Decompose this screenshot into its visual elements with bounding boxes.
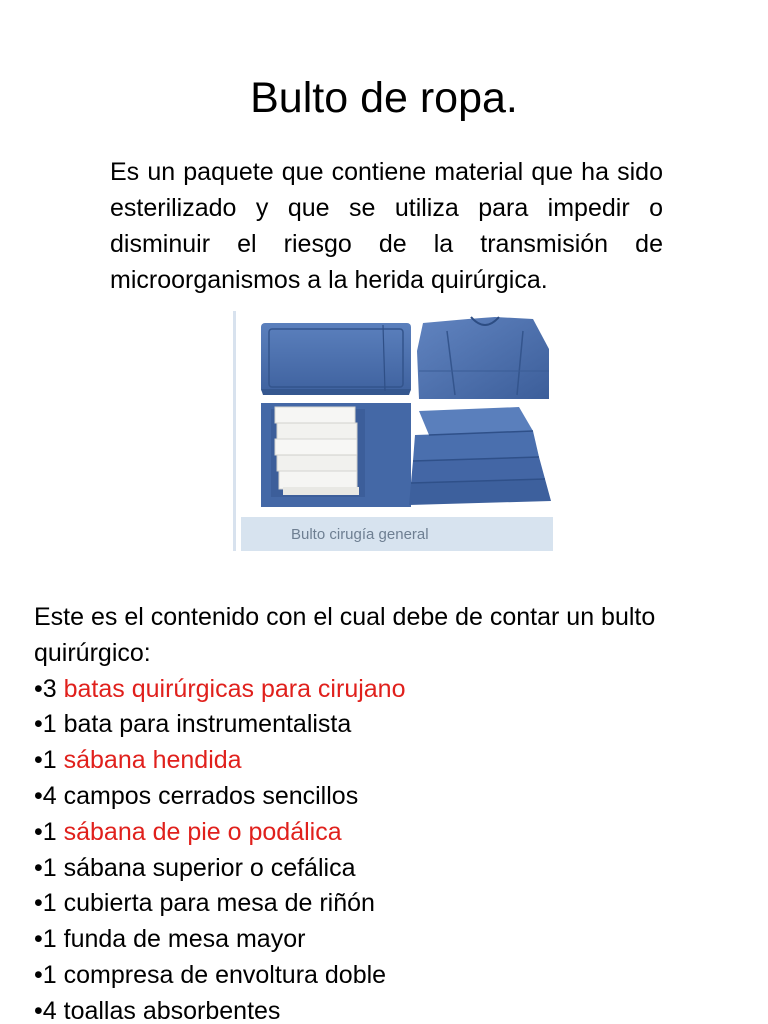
item-quantity: 3	[42, 674, 57, 703]
list-item	[34, 886, 754, 922]
item-text: batas quirúrgicas para cirujano	[63, 674, 406, 703]
list-item	[34, 994, 754, 1024]
item-text: toallas absorbentes	[63, 996, 281, 1024]
item-quantity: 4	[42, 996, 57, 1024]
list-item	[34, 815, 754, 851]
intro-paragraph: Es un paquete que contiene material que ha sido esterilizado y que se utiliza para impedir o disminuir el riesgo de la transmisión de microorganismos a la herida quirúrgica.	[110, 158, 663, 294]
bullet-marker: •	[34, 817, 43, 846]
item-quantity: 1	[42, 710, 57, 739]
item-quantity: 1	[42, 960, 57, 989]
item-quantity: 1	[42, 817, 57, 846]
towel-stack	[261, 403, 411, 507]
item-quantity: 1	[42, 746, 57, 775]
page-title: Bulto de ropa.	[250, 74, 518, 122]
item-text: funda de mesa mayor	[63, 925, 306, 954]
item-quantity: 1	[42, 925, 57, 954]
item-quantity: 1	[42, 853, 57, 882]
bullet-marker: •	[34, 925, 43, 954]
item-quantity: 4	[42, 781, 57, 810]
list-item	[34, 779, 754, 815]
bullet-marker: •	[34, 746, 43, 775]
items-list	[34, 672, 754, 1024]
bullet-marker: •	[34, 996, 43, 1024]
list-item	[34, 851, 754, 887]
item-text: cubierta para mesa de riñón	[63, 889, 375, 918]
content-lead: Este es el contenido con el cual debe de contar un bulto quirúrgico:	[34, 603, 656, 667]
list-item	[34, 743, 754, 779]
item-text: compresa de envoltura doble	[63, 960, 387, 989]
item-text: bata para instrumentalista	[63, 710, 352, 739]
surgical-pack-photo	[233, 311, 553, 551]
bullet-marker: •	[34, 674, 43, 703]
item-text: sábana superior o cefálica	[63, 853, 356, 882]
item-text: sábana hendida	[63, 746, 242, 775]
list-item	[34, 922, 754, 958]
bullet-marker: •	[34, 781, 43, 810]
bullet-marker: •	[34, 710, 43, 739]
list-item	[34, 672, 754, 708]
item-text: sábana de pie o podálica	[63, 817, 342, 846]
bullet-marker: •	[34, 889, 43, 918]
bullet-marker: •	[34, 853, 43, 882]
folded-drape-top	[261, 323, 411, 395]
list-item	[34, 958, 754, 994]
bullet-marker: •	[34, 960, 43, 989]
list-item	[34, 707, 754, 743]
item-quantity: 1	[42, 889, 57, 918]
photo-caption: Bulto cirugía general	[291, 526, 429, 543]
surgical-gown	[417, 317, 549, 399]
content-section	[34, 600, 754, 1024]
item-text: campos cerrados sencillos	[63, 781, 359, 810]
